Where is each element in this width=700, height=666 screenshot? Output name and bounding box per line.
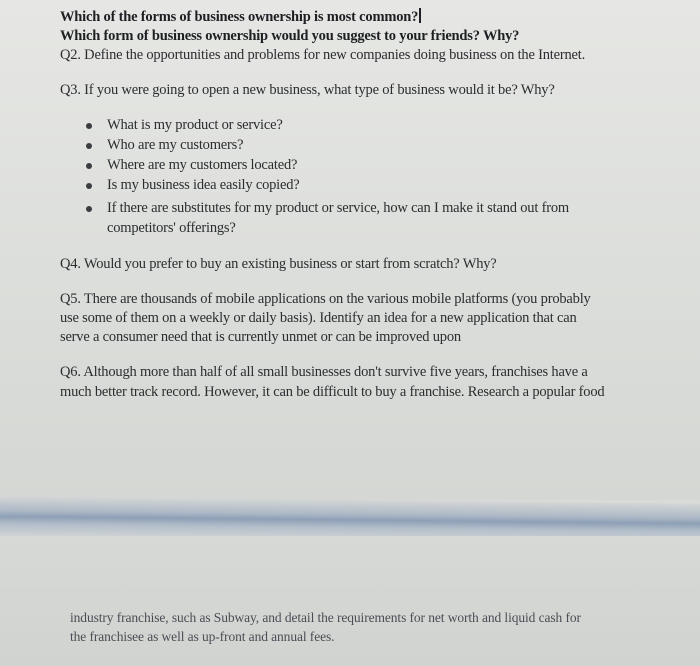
question-5-line-2: use some of them on a weekly or daily basis). Identify an idea for a new application that can: [60, 310, 577, 326]
bullet-text: Who are my customers?: [107, 137, 244, 153]
bullet-text: If there are substitutes for my product or service, how can I make it stand out from: [107, 200, 569, 216]
bullet-item: [107, 177, 300, 194]
bullet-icon: [86, 183, 92, 189]
question-6-line-1: Q6. Although more than half of all small businesses don't survive five years, franchises have a: [60, 364, 588, 380]
continuation-line-1: industry franchise, such as Subway, and detail the requirements for net worth and liquid cash for: [70, 610, 581, 625]
bullet-item: [107, 117, 283, 134]
bullet-icon: [86, 123, 92, 129]
document-page-lower: [0, 536, 700, 666]
question-5-line-1: Q5. There are thousands of mobile applications on the various mobile platforms (you probably: [60, 291, 591, 307]
bullet-item: [107, 137, 243, 154]
continuation-line-2: the franchisee as well as up-front and annual fees.: [70, 629, 335, 644]
bullet-item: [107, 157, 297, 174]
text-cursor: [419, 8, 421, 23]
bullet-continuation: competitors' offerings?: [107, 220, 236, 236]
bullet-text: Where are my customers located?: [107, 157, 298, 173]
heading-question-1: [60, 8, 421, 26]
question-3: Q3. If you were going to open a new business, what type of business would it be? Why?: [60, 82, 555, 98]
heading-question-1-text: Which of the forms of business ownership is most common?: [60, 9, 419, 25]
heading-question-2: Which form of business ownership would you suggest to your friends? Why?: [60, 28, 520, 44]
question-4: Q4. Would you prefer to buy an existing business or start from scratch? Why?: [60, 256, 497, 272]
question-6-line-2: much better track record. However, it can be difficult to buy a franchise. Research a popular food: [60, 384, 605, 400]
bullet-text: Is my business idea easily copied?: [107, 177, 300, 193]
bullet-item: [107, 200, 569, 217]
bullet-icon: [86, 143, 92, 149]
bullet-text: What is my product or service?: [107, 117, 283, 133]
question-2: Q2. Define the opportunities and problems for new companies doing business on the Internet.: [60, 47, 586, 63]
question-5-line-3: serve a consumer need that is currently unmet or can be improved upon: [60, 329, 461, 345]
bullet-icon: [86, 163, 92, 169]
bullet-icon: [86, 206, 92, 212]
